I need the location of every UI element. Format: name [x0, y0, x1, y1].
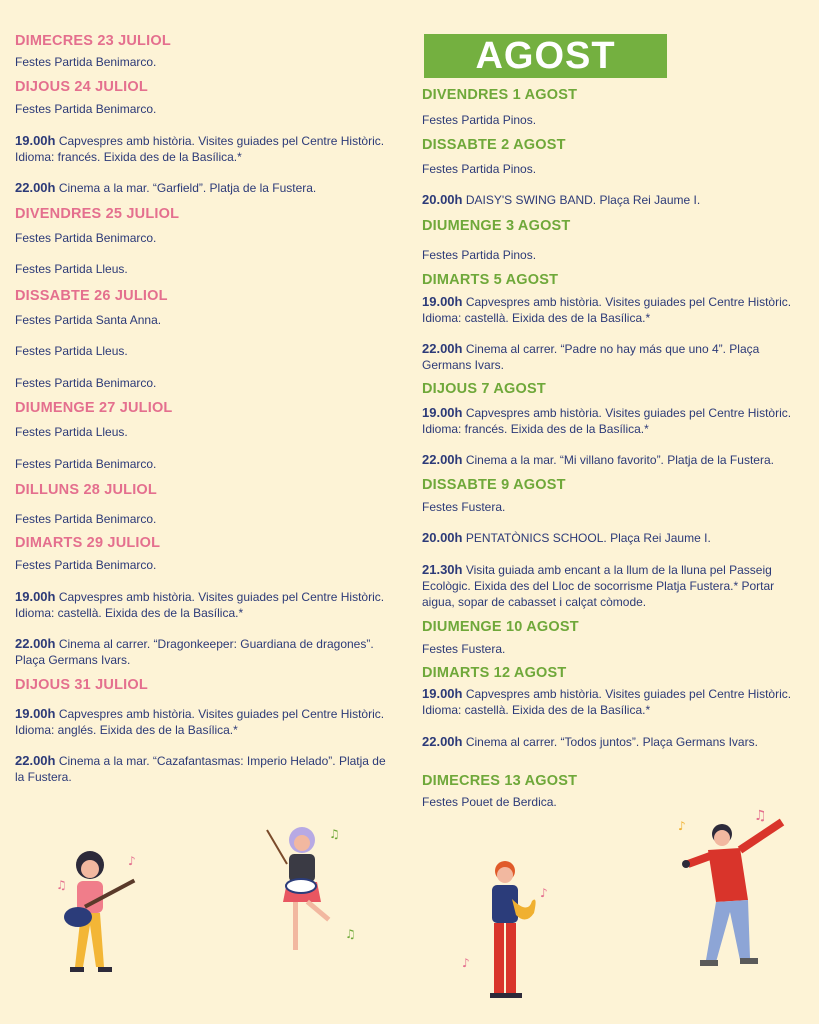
event-item	[15, 636, 395, 668]
day-heading: DISSABTE 2 AGOST	[422, 137, 566, 153]
event-time: 19.00h	[15, 133, 56, 148]
event-item	[15, 375, 395, 391]
svg-text:♫: ♫	[56, 878, 67, 892]
event-text: Visita guiada amb encant a la llum de la lluna pel Passeig Ecològic. Eixida des del Lloc de socorrisme Platja Fustera.* Portar aigua, sopar de cabasset i calçat còmode.	[422, 563, 775, 609]
event-item	[422, 562, 802, 610]
event-text: Festes Partida Lleus.	[15, 425, 128, 439]
event-item	[15, 706, 395, 738]
event-time: 20.00h	[422, 192, 463, 207]
event-item	[422, 112, 802, 128]
event-item	[15, 230, 395, 246]
event-time: 21.30h	[422, 562, 463, 577]
event-item	[422, 341, 802, 373]
month-title-agost: AGOST	[424, 34, 667, 78]
day-heading: DIUMENGE 10 AGOST	[422, 619, 579, 635]
day-heading: DIMECRES 13 AGOST	[422, 773, 578, 789]
event-text: Cinema a la mar. “Mi villano favorito”. Platja de la Fustera.	[465, 453, 774, 467]
event-text: Festes Fustera.	[422, 500, 506, 514]
event-time: 22.00h	[15, 636, 56, 651]
svg-text:♫: ♫	[329, 827, 340, 841]
event-time: 19.00h	[15, 706, 56, 721]
drummer-illustration	[255, 820, 365, 965]
day-heading: DIVENDRES 25 JULIOL	[15, 206, 180, 222]
event-text: Festes Partida Pinos.	[422, 113, 537, 127]
event-text: DAISY'S SWING BAND. Plaça Rei Jaume I.	[465, 193, 701, 207]
event-item	[15, 456, 395, 472]
event-item	[422, 405, 802, 437]
saxophone-player-illustration	[450, 855, 560, 1005]
svg-text:♪: ♪	[678, 819, 686, 833]
event-item	[422, 192, 802, 208]
guitar-player-illustration	[50, 845, 150, 985]
event-text: Cinema a la mar. “Cazafantasmas: Imperio Helado”. Platja de la Fustera.	[15, 754, 386, 784]
event-item	[15, 511, 395, 527]
svg-text:♫: ♫	[754, 808, 767, 824]
day-heading: DIMECRES 23 JULIOL	[15, 33, 171, 49]
event-item	[15, 261, 395, 277]
event-text: Capvespres amb història. Visites guiades pel Centre Històric. Idioma: castellà. Eixida des de la Basílica.*	[422, 687, 792, 717]
event-text: Festes Partida Benimarco.	[15, 231, 157, 245]
event-text: Capvespres amb història. Visites guiades pel Centre Històric. Idioma: francés. Eixida des de la Basílica.*	[422, 406, 792, 436]
day-heading: DIJOUS 7 AGOST	[422, 381, 546, 397]
day-heading: DILLUNS 28 JULIOL	[15, 482, 157, 498]
day-heading: DIUMENGE 27 JULIOL	[15, 400, 173, 416]
event-item	[15, 54, 395, 70]
event-item	[422, 734, 802, 750]
svg-text:♫: ♫	[345, 927, 356, 941]
event-time: 22.00h	[422, 452, 463, 467]
event-text: Cinema al carrer. “Todos juntos”. Plaça Germans Ivars.	[465, 735, 758, 749]
event-text: Festes Partida Benimarco.	[15, 102, 157, 116]
singer-illustration	[670, 800, 800, 980]
svg-text:♪: ♪	[462, 956, 470, 970]
event-item	[422, 161, 802, 177]
event-text: Capvespres amb història. Visites guiades pel Centre Històric. Idioma: anglés. Eixida des de la Basílica.*	[15, 707, 385, 737]
event-text: Festes Partida Lleus.	[15, 262, 128, 276]
event-item	[422, 686, 802, 718]
event-time: 20.00h	[422, 530, 463, 545]
event-text: Capvespres amb història. Visites guiades pel Centre Històric. Idioma: francés. Eixida des de la Basílica.*	[15, 134, 385, 164]
day-heading: DIMARTS 5 AGOST	[422, 272, 559, 288]
event-text: Festes Pouet de Berdica.	[422, 795, 557, 809]
event-time: 22.00h	[422, 734, 463, 749]
event-text: PENTATÒNICS SCHOOL. Plaça Rei Jaume I.	[465, 531, 711, 545]
event-text: Festes Partida Benimarco.	[15, 376, 157, 390]
event-item	[422, 247, 802, 263]
event-item	[15, 343, 395, 359]
event-text: Festes Partida Santa Anna.	[15, 313, 162, 327]
day-heading: DIMARTS 29 JULIOL	[15, 535, 161, 551]
event-text: Cinema al carrer. “Dragonkeeper: Guardiana de dragones”. Plaça Germans Ivars.	[15, 637, 374, 667]
event-item	[422, 641, 802, 657]
day-heading: DISSABTE 9 AGOST	[422, 477, 566, 493]
event-time: 19.00h	[15, 589, 56, 604]
event-item	[422, 530, 802, 546]
event-item	[15, 312, 395, 328]
event-item	[15, 589, 395, 621]
event-text: Festes Partida Benimarco.	[15, 457, 157, 471]
event-text: Festes Partida Benimarco.	[15, 512, 157, 526]
event-item	[15, 180, 395, 196]
event-text: Cinema a la mar. “Garfield”. Platja de la Fustera.	[58, 181, 317, 195]
event-text: Festes Partida Lleus.	[15, 344, 128, 358]
event-text: Festes Partida Benimarco.	[15, 558, 157, 572]
event-text: Festes Partida Pinos.	[422, 162, 537, 176]
event-item	[422, 499, 802, 515]
svg-text:♪: ♪	[540, 886, 548, 900]
event-item	[15, 424, 395, 440]
svg-text:♪: ♪	[128, 854, 136, 868]
event-time: 19.00h	[422, 686, 463, 701]
event-text: Festes Partida Benimarco.	[15, 55, 157, 69]
event-text: Cinema al carrer. “Padre no hay más que uno 4”. Plaça Germans Ivars.	[422, 342, 760, 372]
day-heading: DIUMENGE 3 AGOST	[422, 218, 571, 234]
event-item	[15, 101, 395, 117]
event-time: 22.00h	[15, 180, 56, 195]
event-text: Festes Partida Pinos.	[422, 248, 537, 262]
event-item	[15, 753, 395, 785]
event-time: 22.00h	[15, 753, 56, 768]
day-heading: DISSABTE 26 JULIOL	[15, 288, 168, 304]
event-item	[15, 557, 395, 573]
event-time: 19.00h	[422, 405, 463, 420]
day-heading: DIJOUS 24 JULIOL	[15, 79, 148, 95]
event-text: Capvespres amb història. Visites guiades pel Centre Històric. Idioma: castellà. Eixida des de la Basílica.*	[15, 590, 385, 620]
event-item	[422, 452, 802, 468]
event-item	[422, 294, 802, 326]
day-heading: DIVENDRES 1 AGOST	[422, 87, 578, 103]
day-heading: DIMARTS 12 AGOST	[422, 665, 567, 681]
event-item	[15, 133, 395, 165]
event-text: Festes Fustera.	[422, 642, 506, 656]
event-text: Capvespres amb història. Visites guiades pel Centre Històric. Idioma: castellà. Eixida des de la Basílica.*	[422, 295, 792, 325]
event-time: 19.00h	[422, 294, 463, 309]
event-time: 22.00h	[422, 341, 463, 356]
day-heading: DIJOUS 31 JULIOL	[15, 677, 148, 693]
